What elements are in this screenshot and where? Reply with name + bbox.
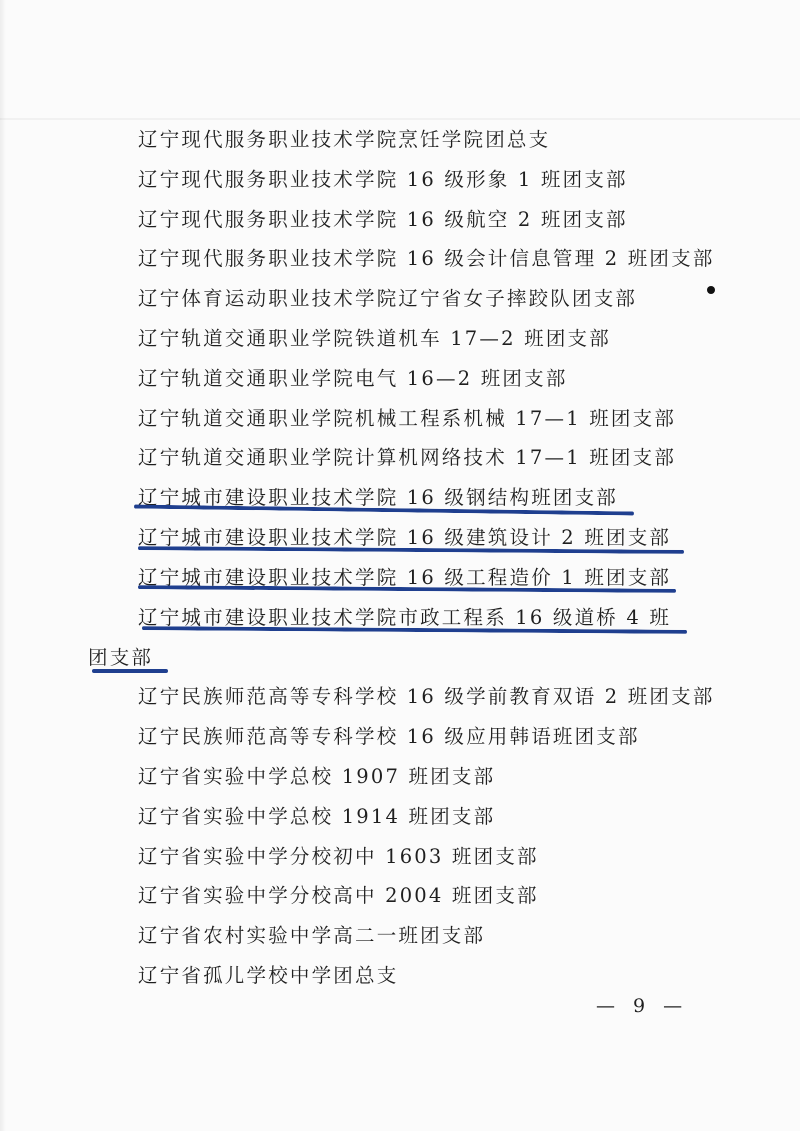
list-item: 辽宁现代服务职业技术学院 16 级形象 1 班团支部 bbox=[138, 168, 628, 191]
list-item-continuation: 团支部 bbox=[88, 646, 154, 669]
list-item: 辽宁省实验中学分校高中 2004 班团支部 bbox=[138, 884, 539, 907]
list-item: 辽宁城市建设职业技术学院 16 级建筑设计 2 班团支部 bbox=[138, 526, 672, 549]
list-item: 辽宁省农村实验中学高二一班团支部 bbox=[138, 924, 486, 947]
list-item: 辽宁省实验中学分校初中 1603 班团支部 bbox=[138, 845, 539, 868]
list-item: 辽宁省孤儿学校中学团总支 bbox=[138, 964, 399, 987]
list-item: 辽宁城市建设职业技术学院市政工程系 16 级道桥 4 班 bbox=[138, 606, 672, 629]
scan-edge-shadow bbox=[0, 0, 6, 1131]
list-item: 辽宁民族师范高等专科学校 16 级应用韩语班团支部 bbox=[138, 725, 640, 748]
list-item: 辽宁现代服务职业技术学院 16 级会计信息管理 2 班团支部 bbox=[138, 247, 715, 270]
list-item: 辽宁省实验中学总校 1907 班团支部 bbox=[138, 765, 496, 788]
pen-underline bbox=[92, 669, 168, 673]
list-item: 辽宁轨道交通职业学院计算机网络技术 17—1 班团支部 bbox=[138, 446, 677, 469]
list-item: 辽宁省实验中学总校 1914 班团支部 bbox=[138, 805, 496, 828]
list-item: 辽宁体育运动职业技术学院辽宁省女子摔跤队团支部 bbox=[138, 287, 638, 310]
scan-speck bbox=[707, 286, 715, 294]
scan-artifact bbox=[0, 118, 800, 120]
list-item: 辽宁现代服务职业技术学院 16 级航空 2 班团支部 bbox=[138, 208, 628, 231]
list-item: 辽宁轨道交通职业学院机械工程系机械 17—1 班团支部 bbox=[138, 407, 677, 430]
list-item: 辽宁城市建设职业技术学院 16 级钢结构班团支部 bbox=[138, 486, 619, 509]
page-number: — 9 — bbox=[596, 995, 689, 1017]
list-item: 辽宁轨道交通职业学院铁道机车 17—2 班团支部 bbox=[138, 327, 611, 350]
list-item: 辽宁民族师范高等专科学校 16 级学前教育双语 2 班团支部 bbox=[138, 685, 715, 708]
list-item: 辽宁城市建设职业技术学院 16 级工程造价 1 班团支部 bbox=[138, 566, 672, 589]
list-item: 辽宁轨道交通职业学院电气 16—2 班团支部 bbox=[138, 367, 568, 390]
list-item: 辽宁现代服务职业技术学院烹饪学院团总支 bbox=[138, 128, 551, 151]
